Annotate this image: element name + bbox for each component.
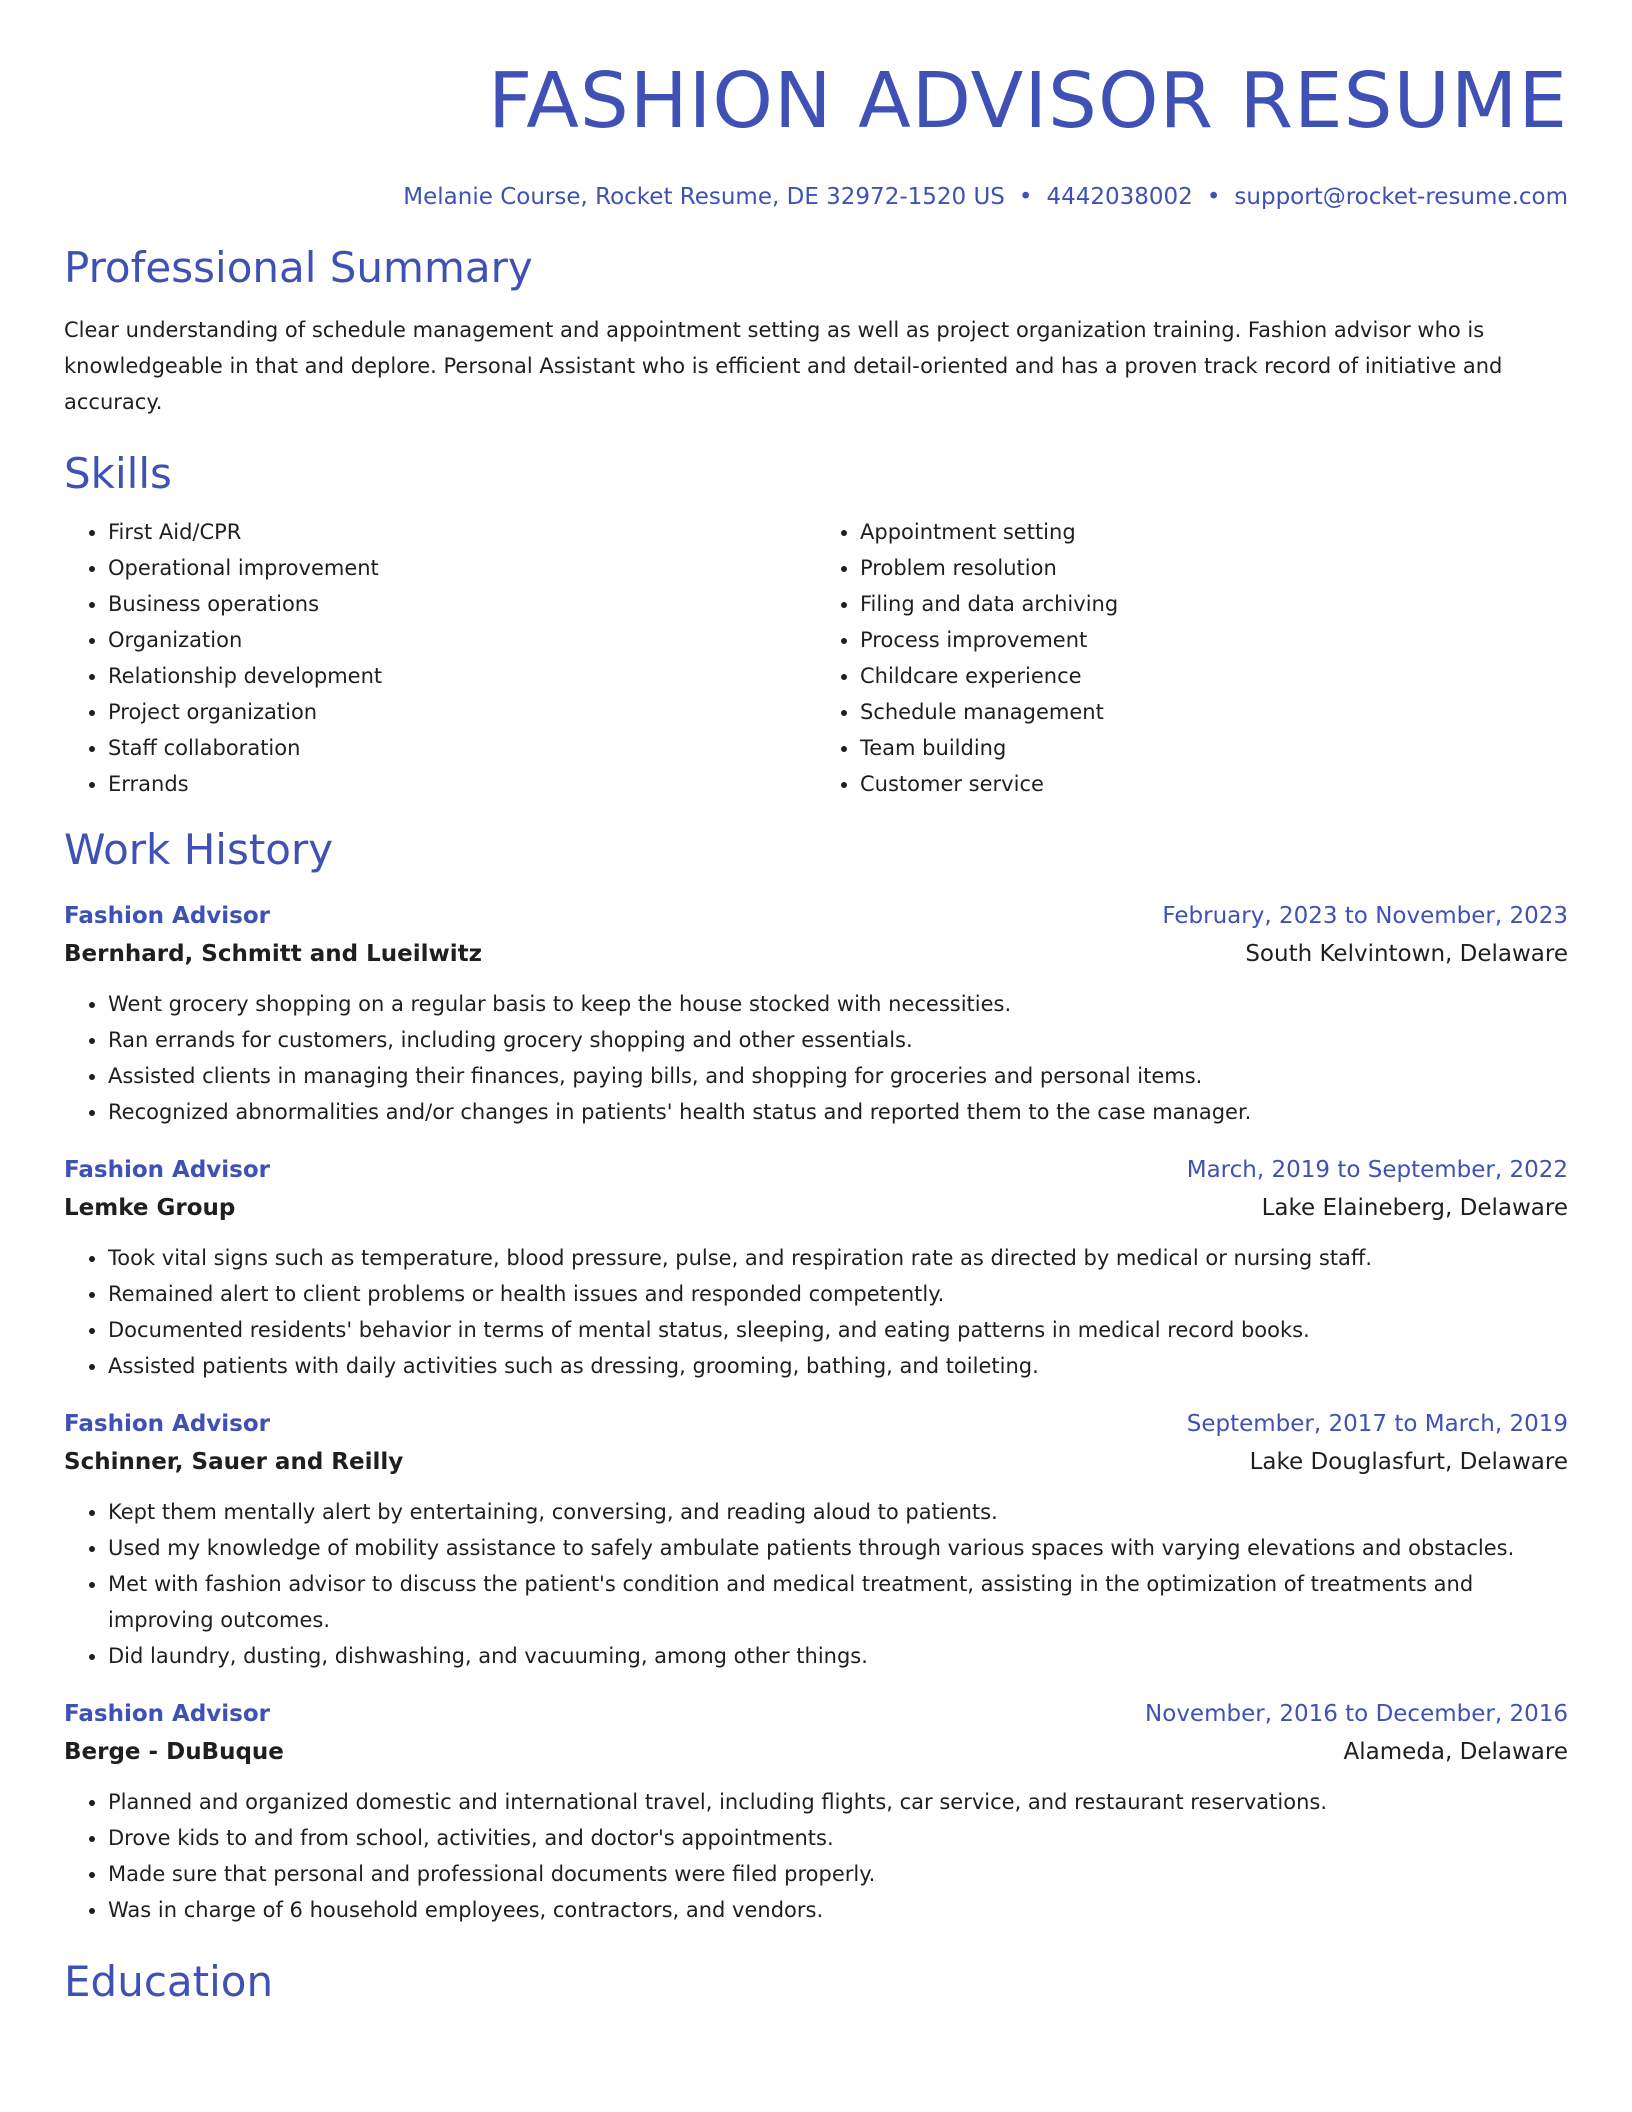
job-bullet: • Recognized abnormalities and/or changes in patients' health status and reported them to the case manager. bbox=[108, 1094, 1568, 1130]
skill-item: • Project organization bbox=[108, 694, 816, 730]
job-title: Fashion Advisor bbox=[64, 903, 270, 929]
job-dates: February, 2023 to November, 2023 bbox=[1162, 903, 1568, 929]
job-company: Schinner, Sauer and Reilly bbox=[64, 1449, 404, 1475]
job-title-row bbox=[64, 1406, 1568, 1442]
job-dates: September, 2017 to March, 2019 bbox=[1186, 1411, 1568, 1437]
job-bullet: • Assisted patients with daily activities such as dressing, grooming, bathing, and toileting. bbox=[108, 1348, 1568, 1384]
job-title-row bbox=[64, 1152, 1568, 1188]
job-bullet: • Kept them mentally alert by entertaining, conversing, and reading aloud to patients. bbox=[108, 1494, 1568, 1530]
work-history-heading: Work History bbox=[64, 825, 334, 874]
job-bullet: • Documented residents' behavior in terms of mental status, sleeping, and eating patterns in medical record books. bbox=[108, 1312, 1568, 1348]
job-bullets bbox=[64, 1784, 1568, 1928]
job-bullet: • Met with fashion advisor to discuss the patient's condition and medical treatment, assisting in the optimization of treatments and improving outcomes. bbox=[108, 1566, 1568, 1638]
job-bullet: • Did laundry, dusting, dishwashing, and vacuuming, among other things. bbox=[108, 1638, 1568, 1674]
contact-phone: 4442038002 bbox=[1046, 184, 1193, 210]
job-bullet: • Assisted clients in managing their finances, paying bills, and shopping for groceries and personal items. bbox=[108, 1058, 1568, 1094]
skill-item: • Staff collaboration bbox=[108, 730, 816, 766]
job-title: Fashion Advisor bbox=[64, 1411, 270, 1437]
job-bullet: • Took vital signs such as temperature, blood pressure, pulse, and respiration rate as directed by medical or nursing staff. bbox=[108, 1240, 1568, 1276]
skill-item: • Appointment setting bbox=[860, 514, 1568, 550]
job-bullet: • Planned and organized domestic and international travel, including flights, car service, and restaurant reservations. bbox=[108, 1784, 1568, 1820]
job-location: South Kelvintown, Delaware bbox=[1245, 941, 1568, 967]
job-bullets bbox=[64, 986, 1568, 1130]
job-bullet: • Went grocery shopping on a regular basis to keep the house stocked with necessities. bbox=[108, 986, 1568, 1022]
job-title-row bbox=[64, 1696, 1568, 1732]
job-location: Alameda, Delaware bbox=[1343, 1739, 1568, 1765]
job-company-row bbox=[64, 934, 1568, 974]
job-location: Lake Elaineberg, Delaware bbox=[1261, 1195, 1568, 1221]
skills-list-left bbox=[64, 514, 816, 802]
skill-item: • Filing and data archiving bbox=[860, 586, 1568, 622]
job-bullet: • Made sure that personal and professional documents were filed properly. bbox=[108, 1856, 1568, 1892]
summary-heading: Professional Summary bbox=[64, 243, 533, 292]
skill-item: • Team building bbox=[860, 730, 1568, 766]
skill-item: • Process improvement bbox=[860, 622, 1568, 658]
skill-item: • Childcare experience bbox=[860, 658, 1568, 694]
job-company: Bernhard, Schmitt and Lueilwitz bbox=[64, 941, 482, 967]
job-bullets bbox=[64, 1494, 1568, 1674]
job-bullet: • Ran errands for customers, including grocery shopping and other essentials. bbox=[108, 1022, 1568, 1058]
skills-list-right bbox=[816, 514, 1568, 802]
job-title: Fashion Advisor bbox=[64, 1157, 270, 1183]
job-company-row bbox=[64, 1442, 1568, 1482]
skill-item: • Errands bbox=[108, 766, 816, 802]
job-dates: November, 2016 to December, 2016 bbox=[1145, 1701, 1568, 1727]
job-company: Lemke Group bbox=[64, 1195, 236, 1221]
skill-item: • Customer service bbox=[860, 766, 1568, 802]
contact-separator: • bbox=[1018, 184, 1033, 210]
job-location: Lake Douglasfurt, Delaware bbox=[1249, 1449, 1568, 1475]
skill-item: • Schedule management bbox=[860, 694, 1568, 730]
summary-text: Clear understanding of schedule management and appointment setting as well as project organization training. Fashion advisor who is knowledgeable in that and deplore. Personal Assistant who is efficient and detail-oriented and has a proven track record of initiative and accuracy. bbox=[64, 318, 1503, 414]
job-bullet: • Used my knowledge of mobility assistance to safely ambulate patients through various spaces with varying elevations and obstacles. bbox=[108, 1530, 1568, 1566]
job-bullet: • Was in charge of 6 household employees, contractors, and vendors. bbox=[108, 1892, 1568, 1928]
job-title-row bbox=[64, 898, 1568, 934]
job-title: Fashion Advisor bbox=[64, 1701, 270, 1727]
job-dates: March, 2019 to September, 2022 bbox=[1186, 1157, 1568, 1183]
job-entry bbox=[64, 898, 1568, 1130]
job-company-row bbox=[64, 1732, 1568, 1772]
job-entry bbox=[64, 1406, 1568, 1674]
skill-item: • Organization bbox=[108, 622, 816, 658]
contact-address: Melanie Course, Rocket Resume, DE 32972-1520 US bbox=[403, 184, 1005, 210]
education-heading: Education bbox=[64, 1957, 274, 2006]
skills-heading: Skills bbox=[64, 449, 172, 498]
resume-title: FASHION ADVISOR RESUME bbox=[488, 57, 1568, 146]
job-entry bbox=[64, 1152, 1568, 1384]
job-bullet: • Remained alert to client problems or health issues and responded competently. bbox=[108, 1276, 1568, 1312]
contact-separator: • bbox=[1206, 184, 1221, 210]
skill-item: • Business operations bbox=[108, 586, 816, 622]
skill-item: • Operational improvement bbox=[108, 550, 816, 586]
contact-line bbox=[64, 182, 1568, 212]
skills-grid bbox=[64, 514, 1568, 802]
job-entry bbox=[64, 1696, 1568, 1928]
skill-item: • Problem resolution bbox=[860, 550, 1568, 586]
job-company: Berge - DuBuque bbox=[64, 1739, 284, 1765]
job-bullets bbox=[64, 1240, 1568, 1384]
skill-item: • First Aid/CPR bbox=[108, 514, 816, 550]
job-bullet: • Drove kids to and from school, activities, and doctor's appointments. bbox=[108, 1820, 1568, 1856]
job-company-row bbox=[64, 1188, 1568, 1228]
skill-item: • Relationship development bbox=[108, 658, 816, 694]
contact-email[interactable]: support@rocket-resume.com bbox=[1234, 184, 1568, 210]
